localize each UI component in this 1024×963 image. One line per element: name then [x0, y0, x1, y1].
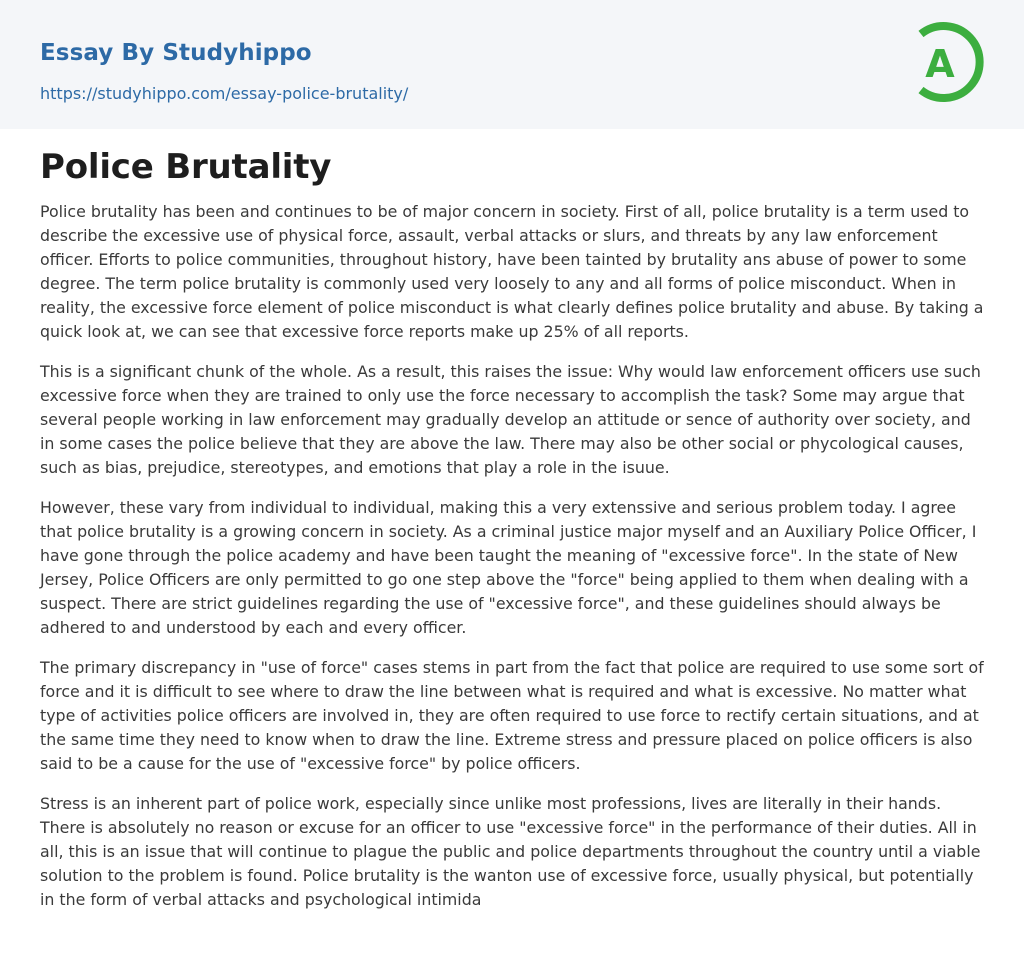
essay-paragraph-3: However, these vary from individual to individual, making this a very extenssive and serious problem today. I agree that police brutality is a growing concern in society. As a criminal justice major myself and an Auxiliary Police Officer, I have gone through the police academy and have been taught the meaning of "excessive force". In the state of New Jersey, Police Officers are only permitted to go one step above the "force" being applied to them when dealing with a suspect. There are strict guidelines regarding the use of "excessive force", and these guidelines should always be adhered to and understood by each and every officer. — [40, 498, 977, 637]
logo-letter: A — [925, 42, 955, 86]
essay-paragraph-2: This is a significant chunk of the whole. As a result, this raises the issue: Why would law enforcement officers use such excessive force when they are trained to only use the force necessary to accomplish the task? Some may argue that several people working in law enforcement may gradually develop an attitude or sence of authority over society, and in some cases the police believe that they are above the law. There may also be other social or phycological causes, such as bias, prejudice, stereotypes, and emotions that play a role in the isuue. — [40, 362, 981, 477]
essay-content — [40, 142, 984, 928]
site-header — [0, 0, 1024, 129]
brand-title[interactable]: Essay By Studyhippo — [40, 40, 312, 66]
page-title: Police Brutality — [40, 147, 332, 187]
essay-url-link[interactable]: https://studyhippo.com/essay-police-brutality/ — [40, 84, 409, 103]
essay-paragraph-4: The primary discrepancy in "use of force" cases stems in part from the fact that police are required to use some sort of force and it is difficult to see where to draw the line between what is required and what is excessive. No matter what type of activities police officers are involved in, they are often required to use force to rectify certain situations, and at the same time they need to know when to draw the line. Extreme stress and pressure placed on police officers is also said to be a cause for the use of "excessive force" by police officers. — [40, 658, 984, 773]
essay-paragraph-1: Police brutality has been and continues to be of major concern in society. First of all, police brutality is a term used to describe the excessive use of physical force, assault, verbal attacks or slurs, and threats by any law enforcement officer. Efforts to police communities, throughout history, have been tainted by brutality ans abuse of power to some degree. The term police brutality is commonly used very loosely to any and all forms of police misconduct. When in reality, the excessive force element of police misconduct is what clearly defines police brutality and abuse. By taking a quick look at, we can see that excessive force reports make up 25% of all reports. — [40, 202, 984, 341]
studyhippo-logo-icon[interactable] — [912, 20, 986, 104]
essay-paragraph-5: Stress is an inherent part of police work, especially since unlike most professions, lives are literally in their hands. There is absolutely no reason or excuse for an officer to use "excessive force" in the performance of their duties. All in all, this is an issue that will continue to plague the public and police departments throughout the country until a viable solution to the problem is found. Police brutality is the wanton use of excessive force, usually physical, but potentially in the form of verbal attacks and psychological intimida — [40, 794, 981, 909]
